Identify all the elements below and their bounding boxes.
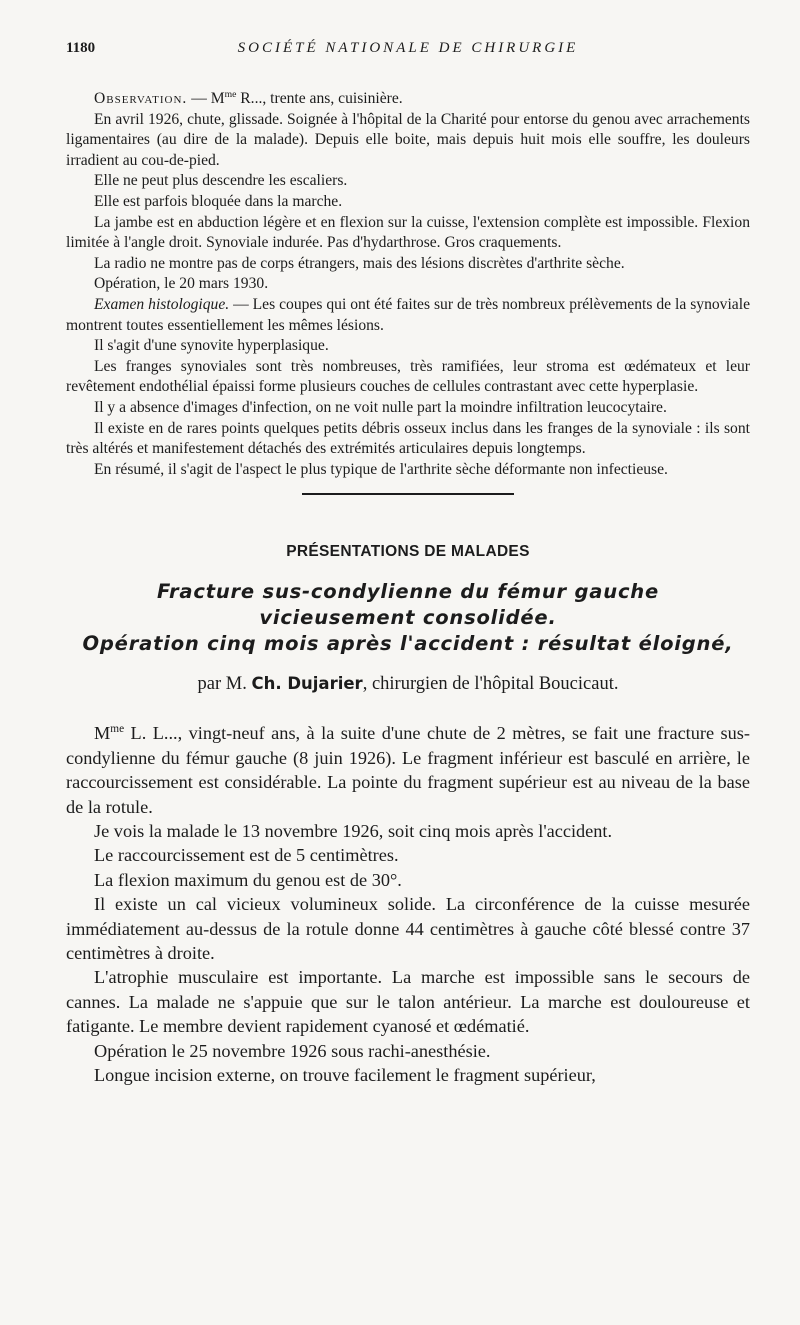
article-body — [66, 721, 750, 1087]
observation-paragraph: Il s'agit d'une synovite hyperplasique. — [94, 337, 329, 355]
article-paragraph: L'atrophie musculaire est importante. La marche est impossible sans le secours de cannes. La malade ne s'appuie que sur le talon antérieur. La marche est douloureuse et fatigante. Le membre devient rapidement cyanosé et œdématié. — [66, 967, 750, 1037]
observation-paragraph: La jambe est en abduction légère et en flexion sur la cuisse, l'extension complète est impossible. Flexion limitée à l'angle droit. Synoviale indurée. Pas d'hydarthrose. Gros craquements. — [66, 213, 750, 252]
article-paragraph: La flexion maximum du genou est de 30°. — [94, 869, 402, 890]
article-title-line: Fracture sus-condylienne du fémur gauche — [156, 580, 660, 604]
observation-paragraph: La radio ne montre pas de corps étrangers, mais des lésions discrètes d'arthrite sèche. — [94, 254, 625, 272]
page-number: 1180 — [66, 40, 96, 56]
observation-paragraph: En avril 1926, chute, glissade. Soignée à l'hôpital de la Charité pour entorse du genou avec arrachements ligamentaires (au dire de la malade). Depuis elle boite, mais depuis huit mois elle souffre, les douleurs irradient au cou-de-pied. — [66, 110, 750, 169]
exam-paragraph: Examen histologique. — Les coupes qui ont été faites sur de très nombreux prélèvements de la synoviale montrent toutes essentiellement les mêmes lésions. — [66, 295, 750, 334]
observation-block — [66, 89, 750, 480]
document-page — [66, 40, 750, 1087]
observation-paragraph: Opération, le 20 mars 1930. — [94, 275, 269, 293]
article-paragraph: Il existe un cal vicieux volumineux solide. La circonférence de la cuisse mesurée immédiatement au-dessus de la rotule donne 44 centimètres à gauche côté blessé contre 37 centimètres à droite. — [66, 894, 750, 963]
section-title: PRÉSENTATIONS DE MALADES — [286, 543, 530, 561]
observation-paragraph: Les franges synoviales sont très nombreuses, très ramifiées, leur stroma est œdémateux et leur revêtement endothélial épaissi forme plusieurs couches de cellules contrastant avec cette hyperplasie. — [66, 357, 750, 396]
observation-paragraph: Il y a absence d'images d'infection, on ne voit nulle part la moindre infiltration leucocytaire. — [94, 398, 667, 416]
observation-paragraph: Elle ne peut plus descendre les escaliers. — [94, 172, 348, 190]
article-title-line: Opération cinq mois après l'accident : résultat éloigné, — [82, 632, 734, 656]
article-paragraph: Le raccourcissement est de 5 centimètres. — [94, 845, 399, 866]
observation-paragraph: Elle est parfois bloquée dans la marche. — [94, 192, 343, 210]
article-title — [66, 579, 750, 657]
article-paragraph: $M^{me}$ L. L..., vingt-neuf ans, à la suite d'une chute de 2 mètres, se fait une fracture sus-condylienne du fémur gauche (8 juin 1926). Le fragment inférieur est basculé en arrière, le raccourcissement est considérable. La pointe du fragment supérieur est au niveau de la base de la rotule. — [66, 723, 750, 817]
article-paragraph: Je vois la malade le 13 novembre 1926, soit cinq mois après l'accident. — [94, 820, 613, 841]
journal-title: SOCIÉTÉ NATIONALE DE CHIRURGIE — [237, 40, 579, 56]
author-name: Ch. Dujarier — [251, 674, 363, 694]
section-divider — [302, 493, 514, 495]
article-paragraph: Longue incision externe, on trouve facilement le fragment supérieur, — [94, 1064, 596, 1085]
exam-label: Examen histologique. — [94, 295, 230, 313]
article-paragraph: Opération le 25 novembre 1926 sous rachi-anesthésie. — [94, 1040, 491, 1061]
observation-paragraph: En résumé, il s'agit de l'aspect le plus typique de l'arthrite sèche déformante non infectieuse. — [94, 460, 668, 478]
observation-paragraph: Il existe en de rares points quelques petits débris osseux inclus dans les franges de la synoviale : ils sont très altérés et manifestement détachés des extrémités articulaires depuis longtemps. — [66, 419, 750, 458]
observation-opening: Observation. — $M^{me}$ R..., trente ans, cuisinière. — [94, 88, 403, 107]
article-title-line: vicieusement consolidée. — [259, 606, 557, 630]
running-header — [66, 40, 750, 64]
author-line: par M. Ch. Dujarier, chirurgien de l'hôpital Boucicaut. — [197, 674, 619, 695]
observation-label: Observation. — [94, 90, 188, 107]
